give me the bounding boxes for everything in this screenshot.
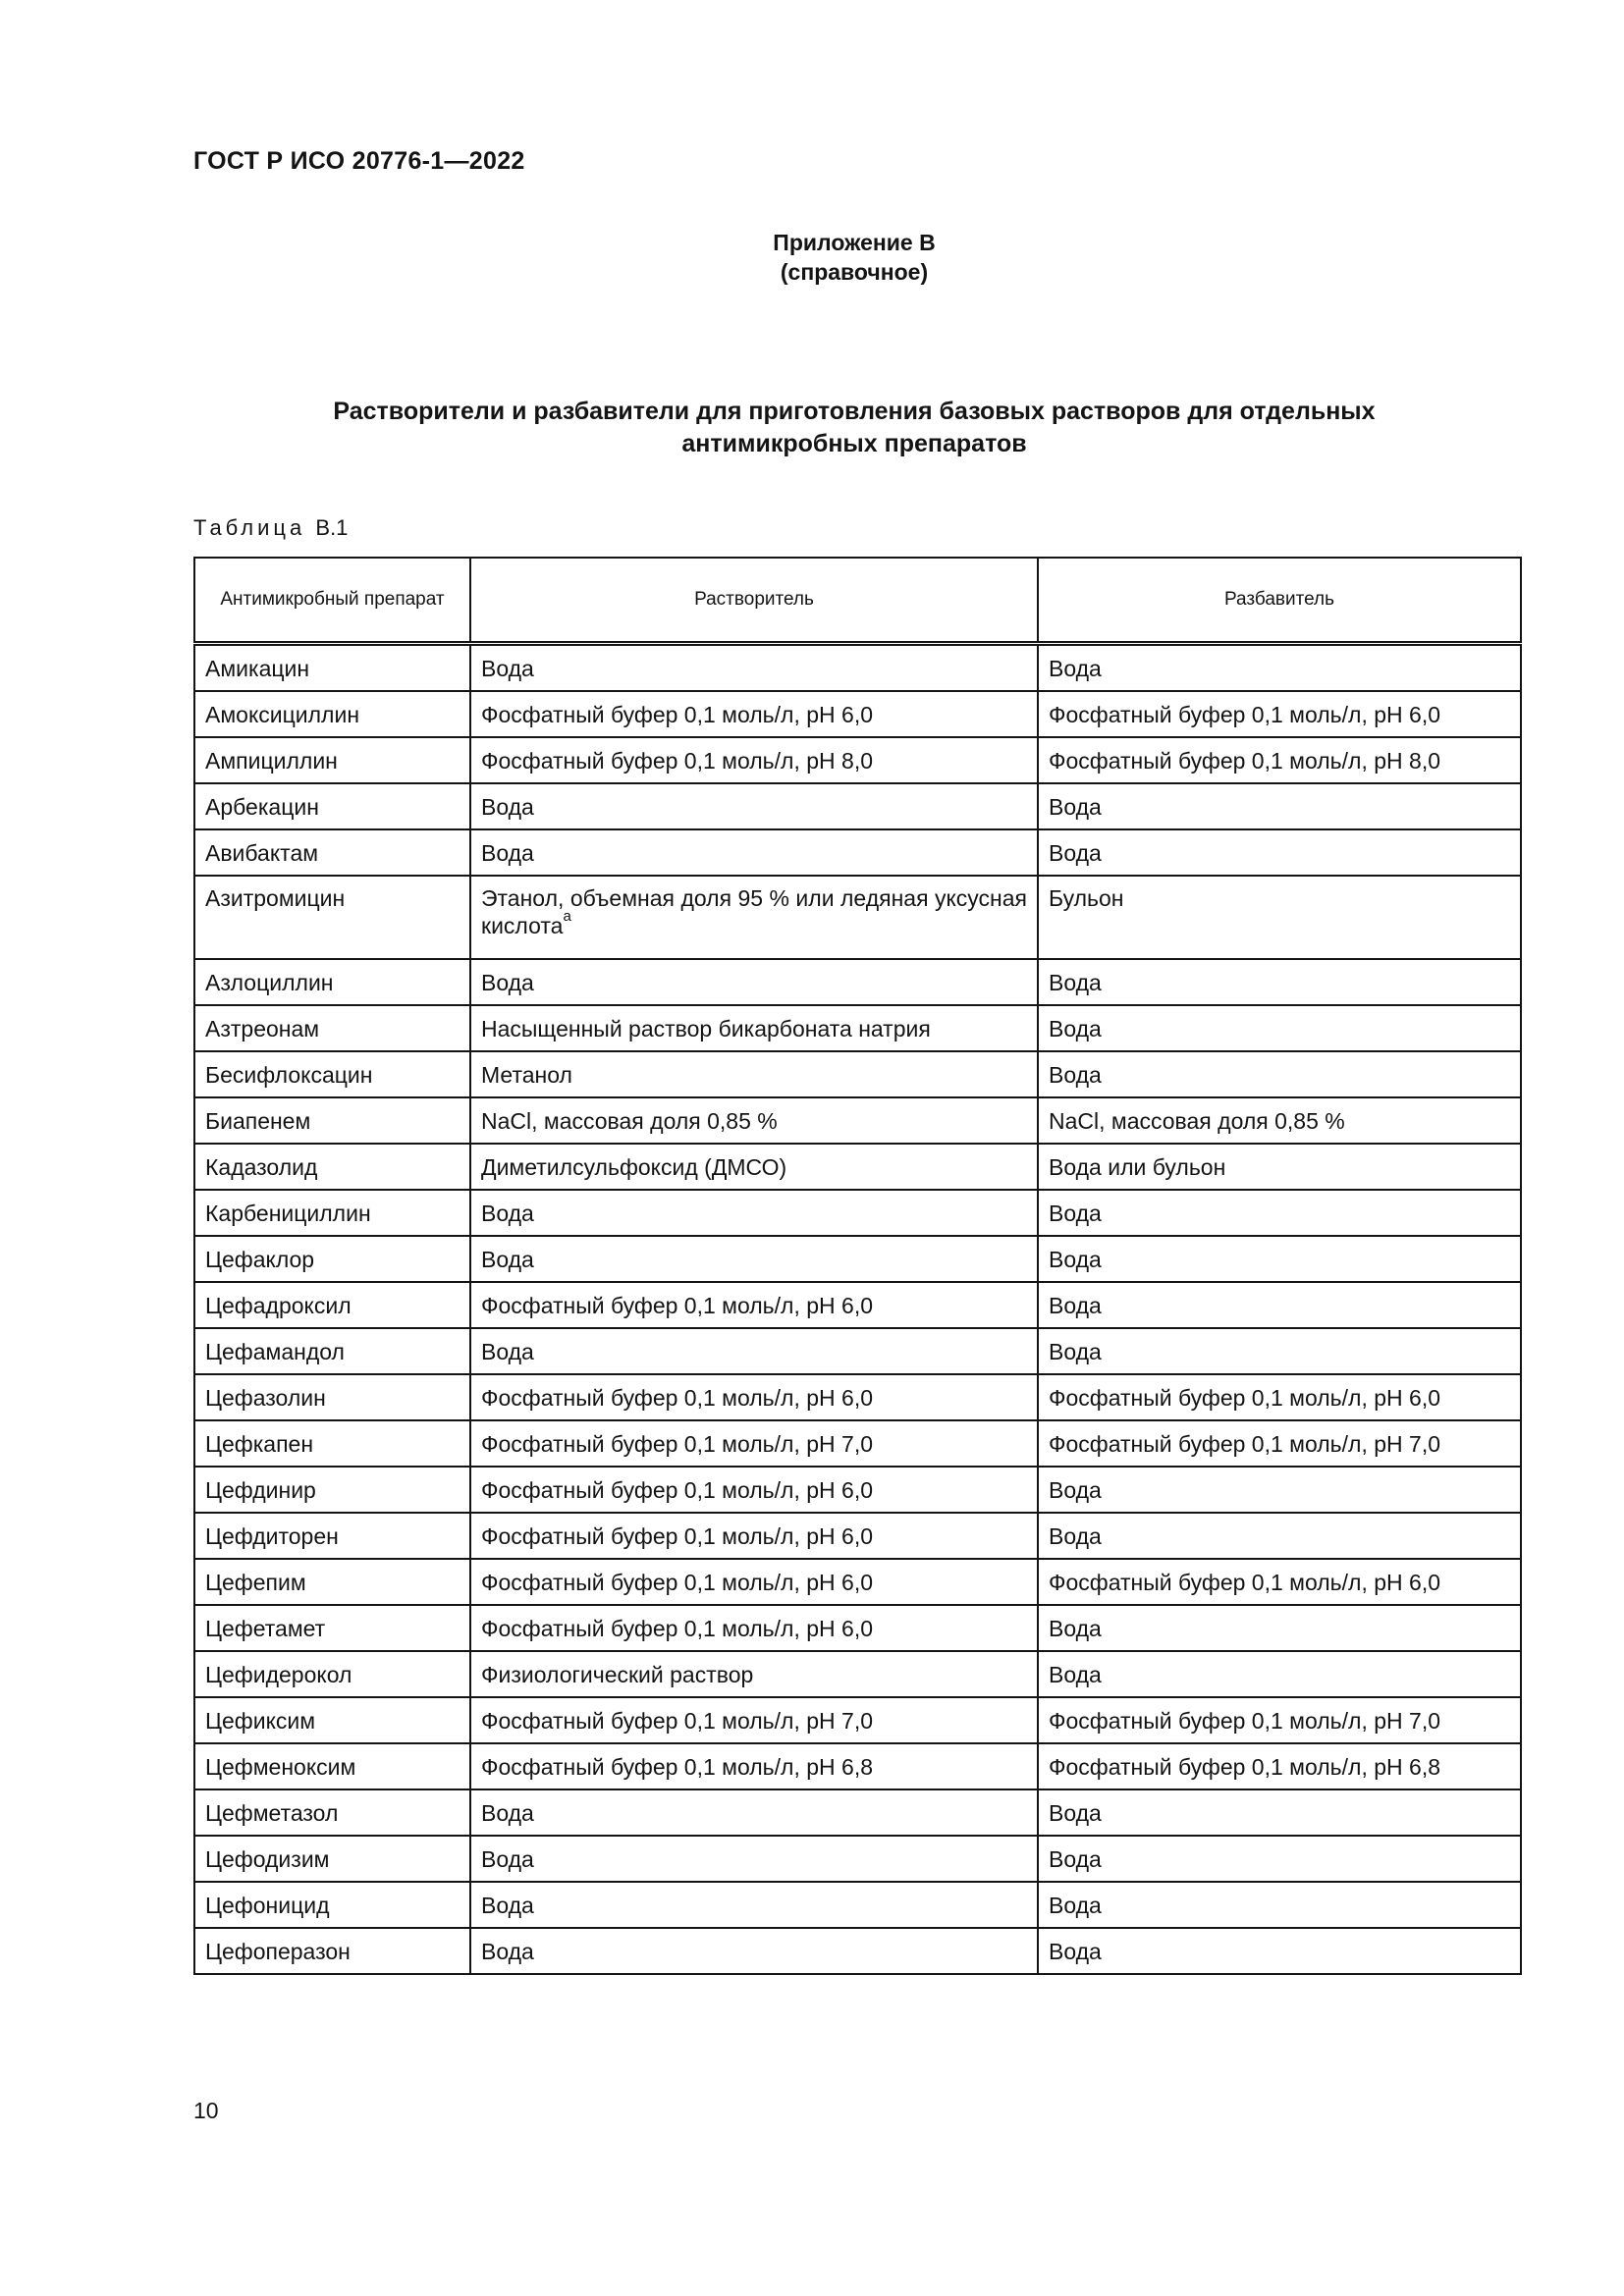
cell-diluent: Вода xyxy=(1038,1928,1521,1974)
cell-diluent: Фосфатный буфер 0,1 моль/л, pH 6,0 xyxy=(1038,691,1521,737)
table-row xyxy=(194,1005,1521,1051)
cell-diluent: Вода xyxy=(1038,1282,1521,1328)
table-row xyxy=(194,1605,1521,1651)
cell-drug: Цефметазол xyxy=(194,1789,470,1836)
cell-solvent: Вода xyxy=(470,1928,1038,1974)
table-row xyxy=(194,1743,1521,1789)
table-row xyxy=(194,1559,1521,1605)
cell-diluent: Вода xyxy=(1038,1513,1521,1559)
cell-drug: Цефменоксим xyxy=(194,1743,470,1789)
cell-diluent: Вода xyxy=(1038,1651,1521,1697)
cell-diluent: Вода xyxy=(1038,1605,1521,1651)
section-title-line-2: антимикробных препаратов xyxy=(681,430,1027,457)
cell-diluent: Бульон xyxy=(1038,876,1521,959)
cell-drug: Цефдиторен xyxy=(194,1513,470,1559)
cell-drug: Цефазолин xyxy=(194,1374,470,1420)
cell-solvent: Фосфатный буфер 0,1 моль/л, pH 7,0 xyxy=(470,1697,1038,1743)
column-header-drug: Антимикробный препарат xyxy=(194,558,470,644)
cell-diluent: Вода xyxy=(1038,1836,1521,1882)
cell-drug: Цефадроксил xyxy=(194,1282,470,1328)
cell-drug: Азитромицин xyxy=(194,876,470,959)
cell-solvent: Фосфатный буфер 0,1 моль/л, pH 6,0 xyxy=(470,1374,1038,1420)
table-row xyxy=(194,1420,1521,1467)
cell-diluent: Фосфатный буфер 0,1 моль/л, pH 7,0 xyxy=(1038,1420,1521,1467)
cell-drug: Азлоциллин xyxy=(194,959,470,1005)
cell-diluent: Вода xyxy=(1038,1467,1521,1513)
cell-solvent: Вода xyxy=(470,1236,1038,1282)
column-header-diluent: Разбавитель xyxy=(1038,558,1521,644)
table-row xyxy=(194,691,1521,737)
table-row xyxy=(194,1374,1521,1420)
table-body xyxy=(194,644,1521,1975)
cell-drug: Цефаклор xyxy=(194,1236,470,1282)
cell-diluent: NaCl, массовая доля 0,85 % xyxy=(1038,1097,1521,1144)
appendix-title: Приложение В xyxy=(773,230,936,255)
cell-solvent: Фосфатный буфер 0,1 моль/л, pH 6,0 xyxy=(470,1559,1038,1605)
cell-drug: Цефкапен xyxy=(194,1420,470,1467)
cell-drug: Бесифлоксацин xyxy=(194,1051,470,1097)
cell-diluent: Вода xyxy=(1038,1236,1521,1282)
table-row xyxy=(194,1697,1521,1743)
cell-diluent: Вода xyxy=(1038,959,1521,1005)
table-row xyxy=(194,1651,1521,1697)
cell-solvent: NaCl, массовая доля 0,85 % xyxy=(470,1097,1038,1144)
cell-drug: Амикацин xyxy=(194,644,470,692)
table-row xyxy=(194,1236,1521,1282)
cell-diluent: Вода xyxy=(1038,1328,1521,1374)
table-row xyxy=(194,1051,1521,1097)
cell-diluent: Вода xyxy=(1038,644,1521,692)
cell-drug: Цефетамет xyxy=(194,1605,470,1651)
cell-diluent: Вода xyxy=(1038,783,1521,829)
table-row xyxy=(194,876,1521,959)
cell-drug: Ампициллин xyxy=(194,737,470,783)
cell-diluent: Фосфатный буфер 0,1 моль/л, pH 6,8 xyxy=(1038,1743,1521,1789)
table-row xyxy=(194,1097,1521,1144)
cell-solvent: Вода xyxy=(470,959,1038,1005)
table-row xyxy=(194,1513,1521,1559)
cell-solvent: Фосфатный буфер 0,1 моль/л, pH 6,0 xyxy=(470,1467,1038,1513)
cell-drug: Цефидерокол xyxy=(194,1651,470,1697)
table-row xyxy=(194,1836,1521,1882)
table-row xyxy=(194,783,1521,829)
cell-solvent: Физиологический раствор xyxy=(470,1651,1038,1697)
appendix-heading xyxy=(0,228,1624,287)
table-row xyxy=(194,644,1521,692)
cell-solvent: Фосфатный буфер 0,1 моль/л, pH 7,0 xyxy=(470,1420,1038,1467)
cell-drug: Цефодизим xyxy=(194,1836,470,1882)
cell-solvent: Фосфатный буфер 0,1 моль/л, pH 6,0 xyxy=(470,1282,1038,1328)
cell-drug: Карбенициллин xyxy=(194,1190,470,1236)
cell-diluent: Фосфатный буфер 0,1 моль/л, pH 8,0 xyxy=(1038,737,1521,783)
cell-solvent: Диметилсульфоксид (ДМСО) xyxy=(470,1144,1038,1190)
cell-drug: Арбекацин xyxy=(194,783,470,829)
cell-solvent: Вода xyxy=(470,644,1038,692)
cell-drug: Амоксициллин xyxy=(194,691,470,737)
cell-diluent: Вода xyxy=(1038,1190,1521,1236)
cell-solvent: Вода xyxy=(470,1789,1038,1836)
table-row xyxy=(194,1282,1521,1328)
table-row xyxy=(194,829,1521,876)
cell-diluent: Вода xyxy=(1038,829,1521,876)
table-row xyxy=(194,1467,1521,1513)
cell-drug: Кадазолид xyxy=(194,1144,470,1190)
cell-solvent: Вода xyxy=(470,1836,1038,1882)
cell-solvent: Вода xyxy=(470,1882,1038,1928)
table-row xyxy=(194,1928,1521,1974)
cell-diluent: Вода xyxy=(1038,1882,1521,1928)
cell-diluent: Фосфатный буфер 0,1 моль/л, pH 6,0 xyxy=(1038,1559,1521,1605)
cell-drug: Цефепим xyxy=(194,1559,470,1605)
document-header: ГОСТ Р ИСО 20776-1—2022 xyxy=(193,147,525,175)
table-row xyxy=(194,1882,1521,1928)
table-row xyxy=(194,1144,1521,1190)
cell-solvent xyxy=(470,876,1038,959)
column-header-solvent: Растворитель xyxy=(470,558,1038,644)
cell-drug: Цефамандол xyxy=(194,1328,470,1374)
table-caption-number: В.1 xyxy=(315,515,349,540)
cell-drug: Азтреонам xyxy=(194,1005,470,1051)
cell-diluent: Фосфатный буфер 0,1 моль/л, pH 6,0 xyxy=(1038,1374,1521,1420)
cell-solvent: Фосфатный буфер 0,1 моль/л, pH 6,8 xyxy=(470,1743,1038,1789)
cell-solvent: Вода xyxy=(470,1190,1038,1236)
cell-diluent: Вода xyxy=(1038,1051,1521,1097)
cell-solvent: Фосфатный буфер 0,1 моль/л, pH 6,0 xyxy=(470,691,1038,737)
table-row xyxy=(194,1190,1521,1236)
cell-solvent: Фосфатный буфер 0,1 моль/л, pH 8,0 xyxy=(470,737,1038,783)
table-row xyxy=(194,737,1521,783)
table-row xyxy=(194,1328,1521,1374)
cell-solvent: Фосфатный буфер 0,1 моль/л, pH 6,0 xyxy=(470,1605,1038,1651)
cell-drug: Авибактам xyxy=(194,829,470,876)
section-title-line-1: Растворители и разбавители для приготовления базовых растворов для отдельных xyxy=(333,398,1376,425)
page-number: 10 xyxy=(193,2098,219,2123)
table-caption xyxy=(193,515,348,541)
cell-drug: Цефоницид xyxy=(194,1882,470,1928)
section-title xyxy=(255,396,1453,460)
cell-diluent: Вода xyxy=(1038,1005,1521,1051)
cell-drug: Цефоперазон xyxy=(194,1928,470,1974)
cell-diluent: Вода или бульон xyxy=(1038,1144,1521,1190)
table-header-row xyxy=(194,558,1521,644)
cell-solvent: Фосфатный буфер 0,1 моль/л, pH 6,0 xyxy=(470,1513,1038,1559)
solvents-table xyxy=(193,557,1522,1975)
cell-solvent: Вода xyxy=(470,783,1038,829)
table-caption-label: Таблица xyxy=(193,515,306,540)
footnote-marker: a xyxy=(563,908,571,925)
cell-solvent: Метанол xyxy=(470,1051,1038,1097)
cell-drug: Цефиксим xyxy=(194,1697,470,1743)
cell-solvent-text: Этанол, объемная доля 95 % или ледяная уксусная кислота xyxy=(481,885,1027,938)
cell-diluent: Вода xyxy=(1038,1789,1521,1836)
cell-diluent: Фосфатный буфер 0,1 моль/л, pH 7,0 xyxy=(1038,1697,1521,1743)
table-row xyxy=(194,959,1521,1005)
cell-drug: Цефдинир xyxy=(194,1467,470,1513)
appendix-status: (справочное) xyxy=(780,259,929,285)
cell-solvent: Насыщенный раствор бикарбоната натрия xyxy=(470,1005,1038,1051)
cell-drug: Биапенем xyxy=(194,1097,470,1144)
table-row xyxy=(194,1789,1521,1836)
cell-solvent: Вода xyxy=(470,1328,1038,1374)
cell-solvent: Вода xyxy=(470,829,1038,876)
